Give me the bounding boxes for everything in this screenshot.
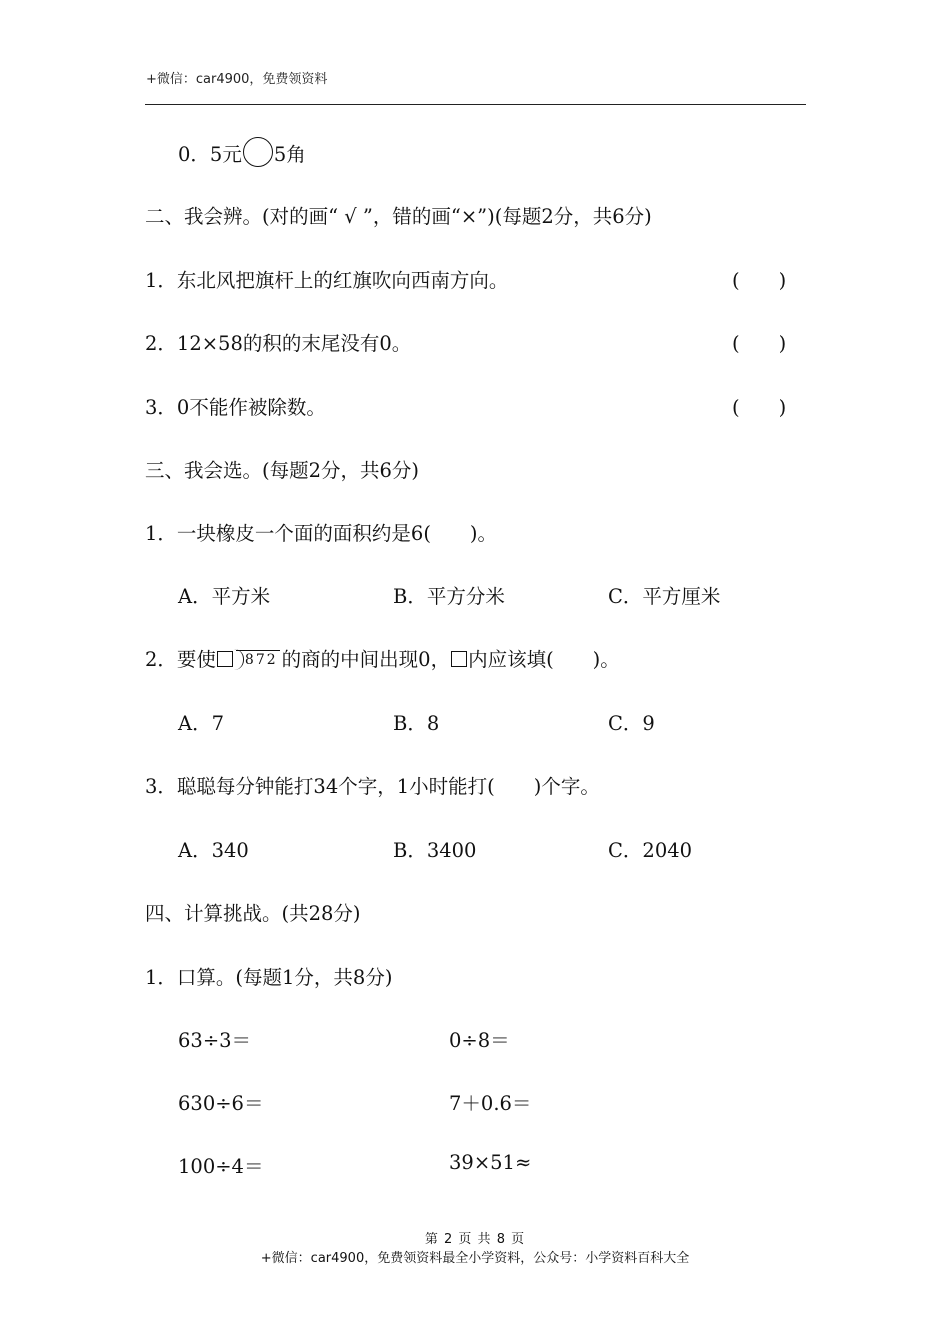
- calc-item[interactable]: 63÷3＝: [178, 1029, 252, 1052]
- calc-item[interactable]: 0÷8＝: [449, 1029, 510, 1052]
- choice-q1-option-b[interactable]: B．平方分米: [393, 585, 505, 608]
- calc-item[interactable]: 100÷4＝: [178, 1155, 264, 1178]
- section2-title: 二、我会辨。(对的画“ √ ”，错的画“×”)(每题2分，共6分): [145, 205, 652, 228]
- judge-item-2: 2．12×58的积的末尾没有0。: [145, 332, 412, 355]
- calc-item[interactable]: 7＋0.6＝: [449, 1092, 532, 1115]
- page-number: 第 2 页 共 8 页: [424, 1232, 526, 1247]
- section4-title: 四、计算挑战。(共28分): [145, 902, 361, 925]
- choice-q2-prefix: 2．要使: [145, 648, 216, 671]
- choice-q2-option-c[interactable]: C．9: [608, 712, 655, 735]
- dividend: 872: [244, 652, 278, 668]
- choice-q3-option-a[interactable]: A．340: [178, 839, 249, 862]
- compare-left: 0．5元: [178, 143, 242, 166]
- compare-right: 5角: [273, 143, 306, 166]
- choice-q2: [145, 644, 620, 672]
- calc-item[interactable]: 630÷6＝: [178, 1092, 264, 1115]
- choice-q3-option-c[interactable]: C．2040: [608, 839, 693, 862]
- judge-answer-2[interactable]: ( ): [732, 332, 787, 355]
- choice-q2-suffix-b: 内应该填( )。: [468, 648, 620, 671]
- long-division-symbol: [236, 650, 280, 669]
- divisor-box[interactable]: [217, 651, 233, 667]
- divisor-box-ref: [451, 651, 467, 667]
- choice-q2-option-a[interactable]: A．7: [178, 712, 224, 735]
- footer-note: +微信：car4900，免费领资料最全小学资料，公众号：小学资料百科大全: [260, 1251, 690, 1266]
- choice-q2-option-b[interactable]: B．8: [393, 712, 440, 735]
- choice-q2-suffix-a: 的商的中间出现0，: [281, 648, 451, 671]
- compare-line: [178, 137, 306, 167]
- judge-item-1: 1．东北风把旗杆上的红旗吹向西南方向。: [145, 269, 509, 292]
- judge-item-3: 3．0不能作被除数。: [145, 396, 326, 419]
- header-rule: [145, 104, 806, 105]
- choice-q3: 3．聪聪每分钟能打34个字，1小时能打( )个字。: [145, 775, 600, 798]
- section3-title: 三、我会选。(每题2分，共6分): [145, 459, 420, 482]
- choice-q1-option-a[interactable]: A．平方米: [178, 585, 271, 608]
- compare-circle-blank[interactable]: [243, 137, 273, 167]
- section4-sub1: 1．口算。(每题1分，共8分): [145, 966, 393, 989]
- calc-item[interactable]: 39×51≈: [449, 1151, 532, 1174]
- choice-q1-option-c[interactable]: C．平方厘米: [608, 585, 721, 608]
- choice-q3-option-b[interactable]: B．3400: [393, 839, 477, 862]
- judge-answer-1[interactable]: ( ): [732, 269, 787, 292]
- judge-answer-3[interactable]: ( ): [732, 396, 787, 419]
- header-note: +微信：car4900，免费领资料: [146, 72, 328, 87]
- choice-q1: 1．一块橡皮一个面的面积约是6( )。: [145, 522, 498, 545]
